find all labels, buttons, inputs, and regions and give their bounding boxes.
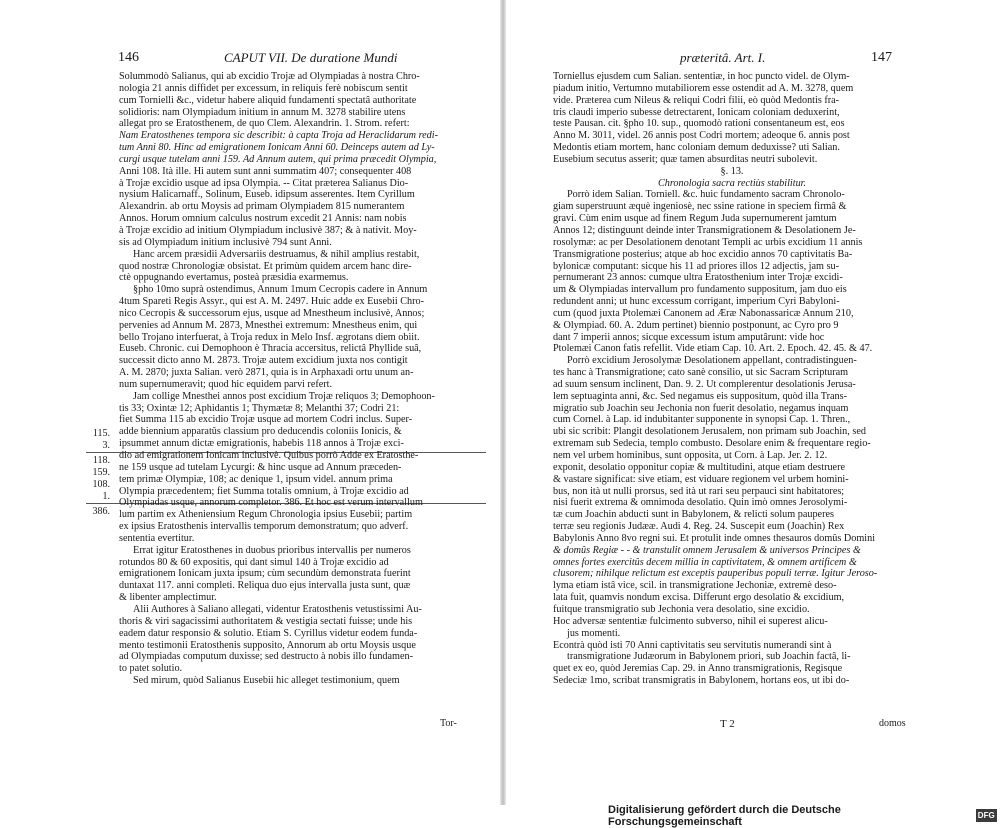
text-line: ad Olympiadas computum duxisse; sed destructo à nobis illo fundamen- — [119, 651, 413, 663]
text-line: migratio sub Joachin seu Jechonia non fuerit desolatio, negamus inquam — [553, 402, 849, 414]
text-line: redundent anni; ut hunc excessum corrigant, imperium Cyri Babyloni- — [553, 296, 840, 308]
dfg-logo: DFG — [976, 809, 998, 822]
text-line: bus, non ità ut nulli prorsus, sed ità ut rari seu perpauci sint habitatores; — [553, 485, 845, 497]
text-line: num supernumeravit; quod hic equidem parvi refert. — [119, 378, 333, 390]
text-line: omnes fortes exercitûs decem millia in captivitatem, & omnem artificem & — [553, 556, 857, 568]
text-line: nem vel urbem hominibus, sunt opposita, ut Corn. à Lap. Jer. 2. 12. — [553, 450, 828, 461]
left-page-number: 146 — [118, 50, 139, 65]
text-line: ne 159 usque ad tutelam Lycurgi: & hinc usque ad Annum præceden- — [119, 461, 402, 473]
margin-number: 386. — [92, 506, 110, 517]
section-title: §. 13. — [720, 165, 744, 177]
margin-number: 3. — [102, 440, 110, 451]
text-line: allegat pro se Eratosthenem, de quo Clem. Alexandrin. 1. Strom. refert: — [119, 118, 410, 130]
left-catchword: Tor- — [440, 718, 457, 729]
text-line: Econtrà quòd isti 70 Anni captivitatis seu servitutis numerandi sint à — [553, 639, 832, 651]
text-line: rosolymæ: ac per Desolationem denotant Templi ac urbis excidium 11 annis — [553, 236, 863, 248]
right-page — [505, 0, 1000, 800]
text-line: tris claudi imperio subesse detrectarent, Ionicam coloniam deduxerint, — [553, 106, 840, 118]
text-line: clusorem; nihilque relictum est exceptis pauperibus populi terræ. Igitur Jeroso- — [553, 568, 878, 580]
section-subtitle: Chronologia sacra rectiùs stabilitur. — [657, 177, 807, 189]
text-line: tem primæ Olympiæ, 108; ac denique 1, ipsum videl. annum prima — [119, 473, 393, 485]
text-line: pernumerant 23 annos: cumque ultra Eratosthenium inter Trojæ excidi- — [553, 272, 843, 284]
signature-mark: T 2 — [720, 718, 735, 730]
text-line: Annos 12; distinguunt deinde inter Transmigrationem & Desolationem Je- — [553, 224, 856, 236]
text-line: Anni 108. Ità ille. Hi autem sunt anni summatim 407; consequenter 408 — [119, 165, 412, 177]
funding-credit: Digitalisierung gefördert durch die Deutsche Forschungsgemeinschaft — [608, 803, 841, 828]
right-page-number: 147 — [871, 50, 892, 65]
text-line: Euseb. Chronic. cui Demophoon è Thracia accersitus, relictâ Phyllide suâ, — [119, 343, 422, 355]
text-line: Errat igitur Eratosthenes in duobus prioribus intervallis per numeros — [133, 544, 411, 556]
text-line: successit dicto anno M. 2873. Trojæ autem excidium juxta nos contigit — [119, 355, 408, 367]
text-line: nysium Halicarnaff., Solinum, Euseb. idipsum asserentes. Item Cyrillum — [119, 189, 415, 201]
text-line: teste Pausan. cit. §pho 10. sup., quomodò rationi consentaneum est, eos — [553, 118, 845, 130]
text-line: sis ad Olympiadum initium inclusivè 794 sunt Anni. — [119, 236, 332, 248]
text-line: lyma etiam istâ vice, scil. in transmigratione Jechoniæ, extremè deso- — [553, 580, 837, 592]
text-line: Alexandrin. ab ortu Moysis ad primam Olympiadem 815 numerantem — [119, 201, 405, 213]
text-line: transmigratione Judæorum in Babylonem priori, sub Joachin factâ, li- — [567, 651, 851, 663]
text-line: solidioris: nam Olympiadum initium in annum M. 3278 stabilire utens — [119, 106, 406, 118]
text-line: tis 33; Oxintæ 12; Aphidantis 1; Thymætæ 8; Melanthi 37; Codri 21: — [119, 402, 400, 414]
text-line: §pho 10mo suprà ostendimus, Annum 1mum Cecropis cadere in Annum — [133, 284, 428, 296]
text-line: ad suum sensum inclinent, Dan. 9. 2. Ut complerentur desolationis Jerusa- — [553, 378, 856, 390]
right-running-head: præteritâ. Art. I. — [680, 50, 766, 65]
text-line: pervenies ad Annum M. 2873, Mnesthei extremum: Mnestheus enim, qui — [119, 319, 418, 331]
text-line: giam superstruunt æquè ingeniosè, nec ssine ratione in speciem firmâ & — [553, 201, 847, 213]
text-line: tes hanc à Transmigratione; cato sanè consilio, ut sic Sacram Scripturam — [553, 367, 849, 379]
right-catchword: domos — [879, 718, 906, 729]
margin-number: 1. — [102, 491, 110, 502]
margin-number: 115. — [92, 428, 110, 439]
margin-number: 108. — [92, 479, 110, 490]
text-line: ctè oppugnando evertamus, posteà præsidia exarmemus. — [119, 272, 349, 284]
text-line: Jam collige Mnesthei annos post excidium Trojæ reliquos 3; Demophoon- — [133, 390, 435, 402]
text-line: Anno M. 3011, videl. 26 annis post Codri mortem; adeoque 6. annis post — [553, 130, 850, 142]
text-line: thoris & viri sagacissimi authoritatem & vestigia sectati fuisse; unde his — [119, 615, 413, 627]
text-line: Annos. Horum omnium calculus nostrum excedit 21 Annis: nam nobis — [119, 213, 407, 225]
text-line: curgi usque tutelam anni 159. Ad Annum autem, qui prima præcedit Olympia, — [119, 153, 437, 165]
text-line: & domûs Regiæ - - & transtulit omnem Jerusalem & universos Principes & — [553, 544, 861, 556]
text-line: Alii Authores à Saliano allegati, videntur Eratosthenis vetustissimi Au- — [133, 603, 422, 615]
text-line: Sedeciæ 1mo, scribat transmigratis in Babylonem, hortans eos, ut ibi do- — [553, 675, 850, 687]
text-line: quet ex eo, quòd Jeremias Cap. 29. in Anno transmigrationis, Regisque — [553, 663, 843, 675]
text-line: ipsummet annum dictæ emigrationis, habebis 118 annos à Trojæ exci- — [119, 438, 404, 450]
text-line: Nam Eratosthenes tempora sic describit: à capta Troja ad Heraclidarum redi- — [119, 130, 438, 142]
text-line: eadem datur responsio & solutio. Etiam S. Cyrillus videtur eodem funda- — [119, 627, 418, 639]
text-line: duntaxat 117. anni completi. Reliqua duo ejus intervalla justa sunt, quæ — [119, 580, 411, 592]
text-line: Babylonis Anno 8vo regni sui. Et protulit inde omnes thesauros domûs Domini — [553, 532, 876, 544]
text-line: to patet solutio. — [119, 663, 183, 675]
text-line: extremam sub Sedecia, templo combusto. Desolare enim & frequentare regio- — [553, 438, 871, 450]
text-line: nologia 21 annis diffidet per excessum, in reliquis ferè nobiscum sentit — [119, 82, 408, 94]
text-line: Porrò idem Salian. Torniell. &c. huic fundamento sacram Chronolo- — [567, 189, 845, 201]
text-line: emigrationem Ionicam juxta ipsum; cùm secundùm demonstrata fuerint — [119, 568, 411, 580]
text-line: Olympia præcedentem; fiet Summa totalis omnium, à Trojæ excidio ad — [119, 485, 409, 497]
text-line: & vastare significat: sive etiam, est viduare regionem vel urbem homini- — [553, 473, 849, 485]
text-line: A. M. 2870; juxta Salian. verò 2871, quia is in Arphaxadi ortu unum an- — [119, 367, 414, 379]
text-line: cum Tornielli &c., videtur habere aliquid fundamenti spectatâ authoritate — [119, 94, 417, 106]
text-line: nico Cecropis & successorum ejus, usque ad Mnestheum inclusivè, Annos; — [119, 307, 425, 319]
text-line: Eusebium secutus asserit; quæ tamen absurditas neutri subolevit. — [553, 153, 818, 165]
text-line: Medontis etiam mortem, hanc coloniam demum deduxisse? uti Salian. — [553, 142, 840, 154]
funding-footer — [608, 803, 1000, 828]
text-line: lum partim ex Atheniensium Regum Chronologia ipsius Eusebii; partim — [119, 509, 413, 521]
text-line: cum Cornel. à Lap. id indubitanter supponente in synopsi Cap. 1. Thren., — [553, 414, 851, 426]
text-line: 4tum Spareti Regis Assyr., qui est A. M. 2497. Huic adde ex Eusebii Chro- — [119, 296, 425, 308]
text-line: nisi fuerit extrema & omnimoda desolatio. Quin imò omnes Jerosolymi- — [553, 497, 848, 509]
text-line: um & Olympiadas intervallum pro fundamento suppositum, jam duo eis — [553, 284, 847, 296]
text-line: gravi. Cùm enim usque ad finem Regum Juda supernumerent jamtum — [553, 213, 837, 225]
text-line: Transmigratione posterius; atque ab hoc excidio annos 70 captivitatis Ba- — [553, 248, 853, 260]
text-line: bello Trojano interfuerat, à Troja redux in Melo Insf. ægrotans diem obiit. — [119, 331, 420, 343]
left-running-head: CAPUT VII. De duratione Mundi — [224, 50, 398, 65]
text-line: à Trojæ excidio usque ad ipsa Olympia. -- Citat præterea Salianus Dio- — [119, 177, 409, 189]
text-line: bylonicæ computant: sicque his 11 ad priores illos 12 adjectis, jam su- — [553, 260, 839, 272]
left-page-text — [119, 71, 469, 687]
text-line: Hanc arcem præsidii Adversariis destruamus, & nihil amplius restabit, — [133, 248, 420, 260]
text-line: & Olympiad. 60. A. 2dum pertinet) biennio postponunt, ac Cyro pro 9 — [553, 319, 839, 331]
text-line: vide. Præterea cum Nileus & reliqui Codri filii, eò quòd Medontis fra- — [553, 94, 840, 106]
text-line: exponit, desolatio opponitur copiæ & multitudini, atque etiam destruere — [553, 461, 845, 473]
text-line: dant 7 imperii annos; sicque excessum istum amputârunt: vide hoc — [553, 331, 825, 343]
text-line: Olympiadas usque, annorum completor. 386. Et hoc est verum intervallum — [119, 497, 423, 509]
text-line: quod nostræ Chronologiæ obsistat. Et primùm quidem arcem hanc dire- — [119, 260, 412, 272]
text-line: à Trojæ excidio ad initium Olympiadum inclusivè 387; & à nativit. Moy- — [119, 224, 417, 236]
text-line: fiet Summa 115 ab excidio Trojæ usque ad mortem Codri inclus. Super- — [119, 414, 413, 426]
text-line: Ptolemæi Canon fatis refellit. Vide etiam Cap. 10. Art. 2. Epoch. 42. 45. & 47. — [553, 343, 873, 355]
text-line: mento testimonii Eratosthenis supposito, Annorum ab ortu Moysis usque — [119, 639, 416, 651]
text-line: adde biennium apparatûs classium pro deducendis coloniis Ionicis, & — [119, 426, 402, 438]
text-line: & libenter amplectimur. — [119, 592, 217, 604]
text-line: lem septuaginta anni, &c. Sed negamus eis suppositum, quòd illa Trans- — [553, 390, 847, 402]
margin-number: 118. — [92, 455, 110, 466]
text-line: fuitque transmigratio sub Jechonia vera desolatio, sine excidio. — [553, 603, 810, 615]
text-line: rotundos 80 & 60 expositis, qui dant simul 140 à Trojæ excidio ad — [119, 556, 389, 568]
text-line: dio ad emigrationem Ionicam inclusivè. Quibus porrò Adde ex Eratosthe- — [119, 450, 419, 461]
text-line: Torniellus ejusdem cum Salian. sententiæ, in hoc puncto videl. de Olym- — [553, 71, 850, 82]
text-line: sententia evertitur. — [119, 532, 195, 544]
text-line: tum Anni 80. Hinc ad emigrationem Ionicam Anni 60. Deinceps autem ad Ly- — [119, 142, 435, 154]
text-line: tæ cum Joachin abducti sunt in Babylonem, & relicti solum pauperes — [553, 509, 834, 521]
right-page-text — [553, 71, 911, 687]
text-line: Porrò excidium Jerosolymæ Desolationem appellant, contradistinguen- — [567, 355, 857, 367]
text-line: Sed mirum, quòd Salianus Eusebii hic alleget testimonium, quem — [133, 675, 400, 687]
text-line: jus momenti. — [567, 627, 621, 639]
left-page — [0, 0, 500, 800]
text-line: Solummodò Salianus, qui ab excidio Trojæ ad Olympiadas à nostra Chro- — [119, 71, 420, 82]
margin-number: 159. — [92, 467, 110, 478]
text-line: cum (quod juxta Ptolemæi Canonem ad Æræ Nabonassaricæ Annum 210, — [553, 307, 854, 319]
text-line: piadum initio, Vertumno mutabiliorem esse ostendit ad A. M. 3278, quem — [553, 82, 854, 94]
text-line: Hoc adversæ sententiæ fulcimento subverso, nihil ei superest alicu- — [553, 615, 828, 627]
text-line: lata fuit, quamvis nondum excisa. Differunt ergo desolatio & excidium, — [553, 592, 845, 604]
text-line: ex ipsius Eratosthenis intervallis temporum demonstratum; quo adverf. — [119, 521, 409, 533]
text-line: ubi sic scribit: Plangit desolationem Jerusalem, non primam sub Joachin, sed — [553, 426, 866, 438]
text-line: terræ seu regionis Judææ. Audi 4. Reg. 24. Suscepit eum (Joachin) Rex — [553, 521, 845, 533]
